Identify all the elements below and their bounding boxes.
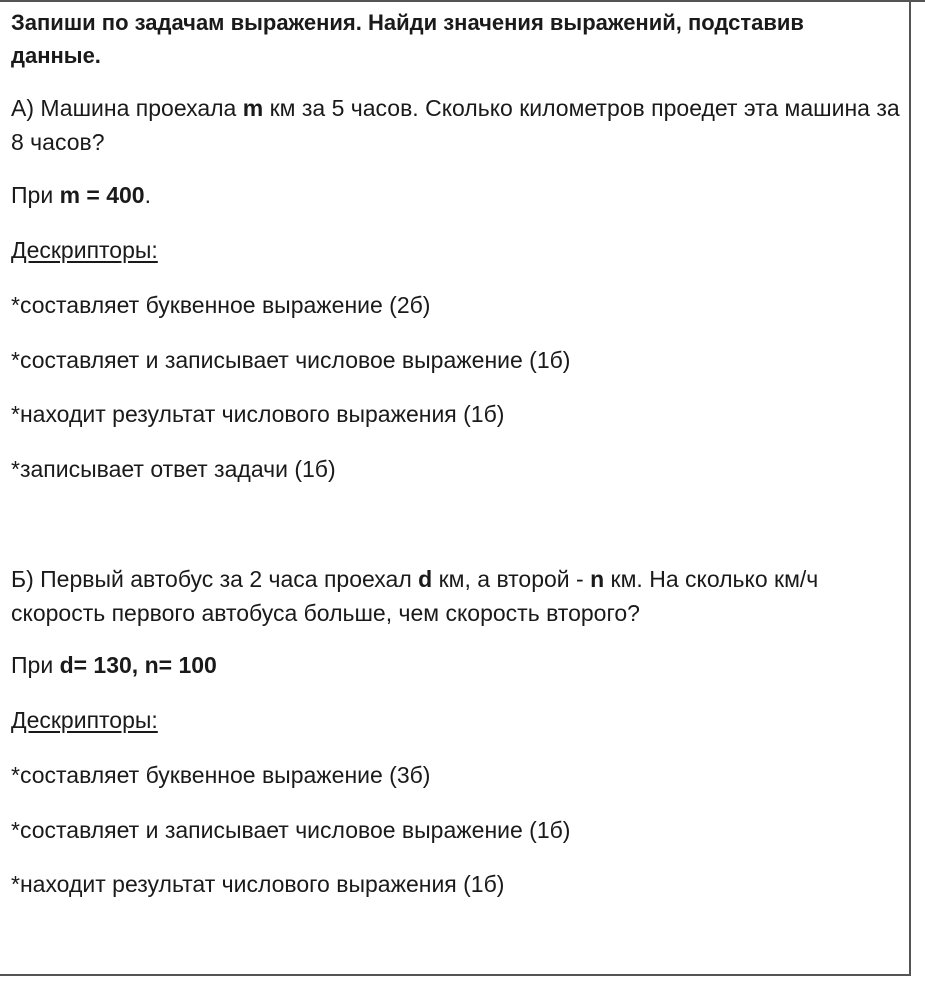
task-b-text-3: км. На сколько км/ч скорость первого автобуса больше, чем скорость второго? (11, 566, 819, 626)
task-a-descriptors-label: Дескрипторы: (11, 237, 158, 263)
task-a-given-value: m = 400 (59, 182, 145, 208)
task-b-variable-n: n (590, 566, 605, 592)
top-border (0, 0, 925, 2)
task-b-descriptor: *находит результат числового выражения (1б) (11, 871, 505, 897)
task-a-given (11, 178, 901, 212)
task-b-text-2: км, а второй - (432, 566, 591, 592)
task-b-text-1: Б) Первый автобус за 2 часа проехал (11, 566, 419, 592)
task-b-given-prefix: При (11, 652, 60, 678)
task-a-text-1: А) Машина проехала (11, 95, 243, 121)
task-a-statement (11, 91, 901, 159)
task-b-descriptors-label: Дескрипторы: (11, 707, 158, 733)
task-a-descriptor: *записывает ответ задачи (1б) (11, 456, 336, 482)
worksheet-heading: Запиши по задачам выражения. Найди значения выражений, подставив данные. (11, 10, 804, 68)
task-a-descriptor: *находит результат числового выражения (1б) (11, 401, 505, 427)
task-b-descriptor: *составляет буквенное выражение (3б) (11, 762, 431, 788)
task-b-given (11, 648, 901, 682)
task-a-descriptor: *составляет буквенное выражение (2б) (11, 292, 431, 318)
task-b-given-value: d= 130, n= 100 (59, 652, 217, 678)
task-b-variable-d: d (418, 566, 433, 592)
task-a-text-2: км за 5 часов. Сколько километров проедет эта машина за 8 часов? (11, 95, 900, 155)
task-a-given-suffix: . (144, 182, 151, 208)
task-a-variable-m: m (242, 95, 264, 121)
task-a-given-prefix: При (11, 182, 60, 208)
task-b-statement (11, 562, 901, 630)
task-a-descriptor: *составляет и записывает числовое выражение (1б) (11, 347, 571, 373)
task-b-descriptor: *составляет и записывает числовое выражение (1б) (11, 817, 571, 843)
